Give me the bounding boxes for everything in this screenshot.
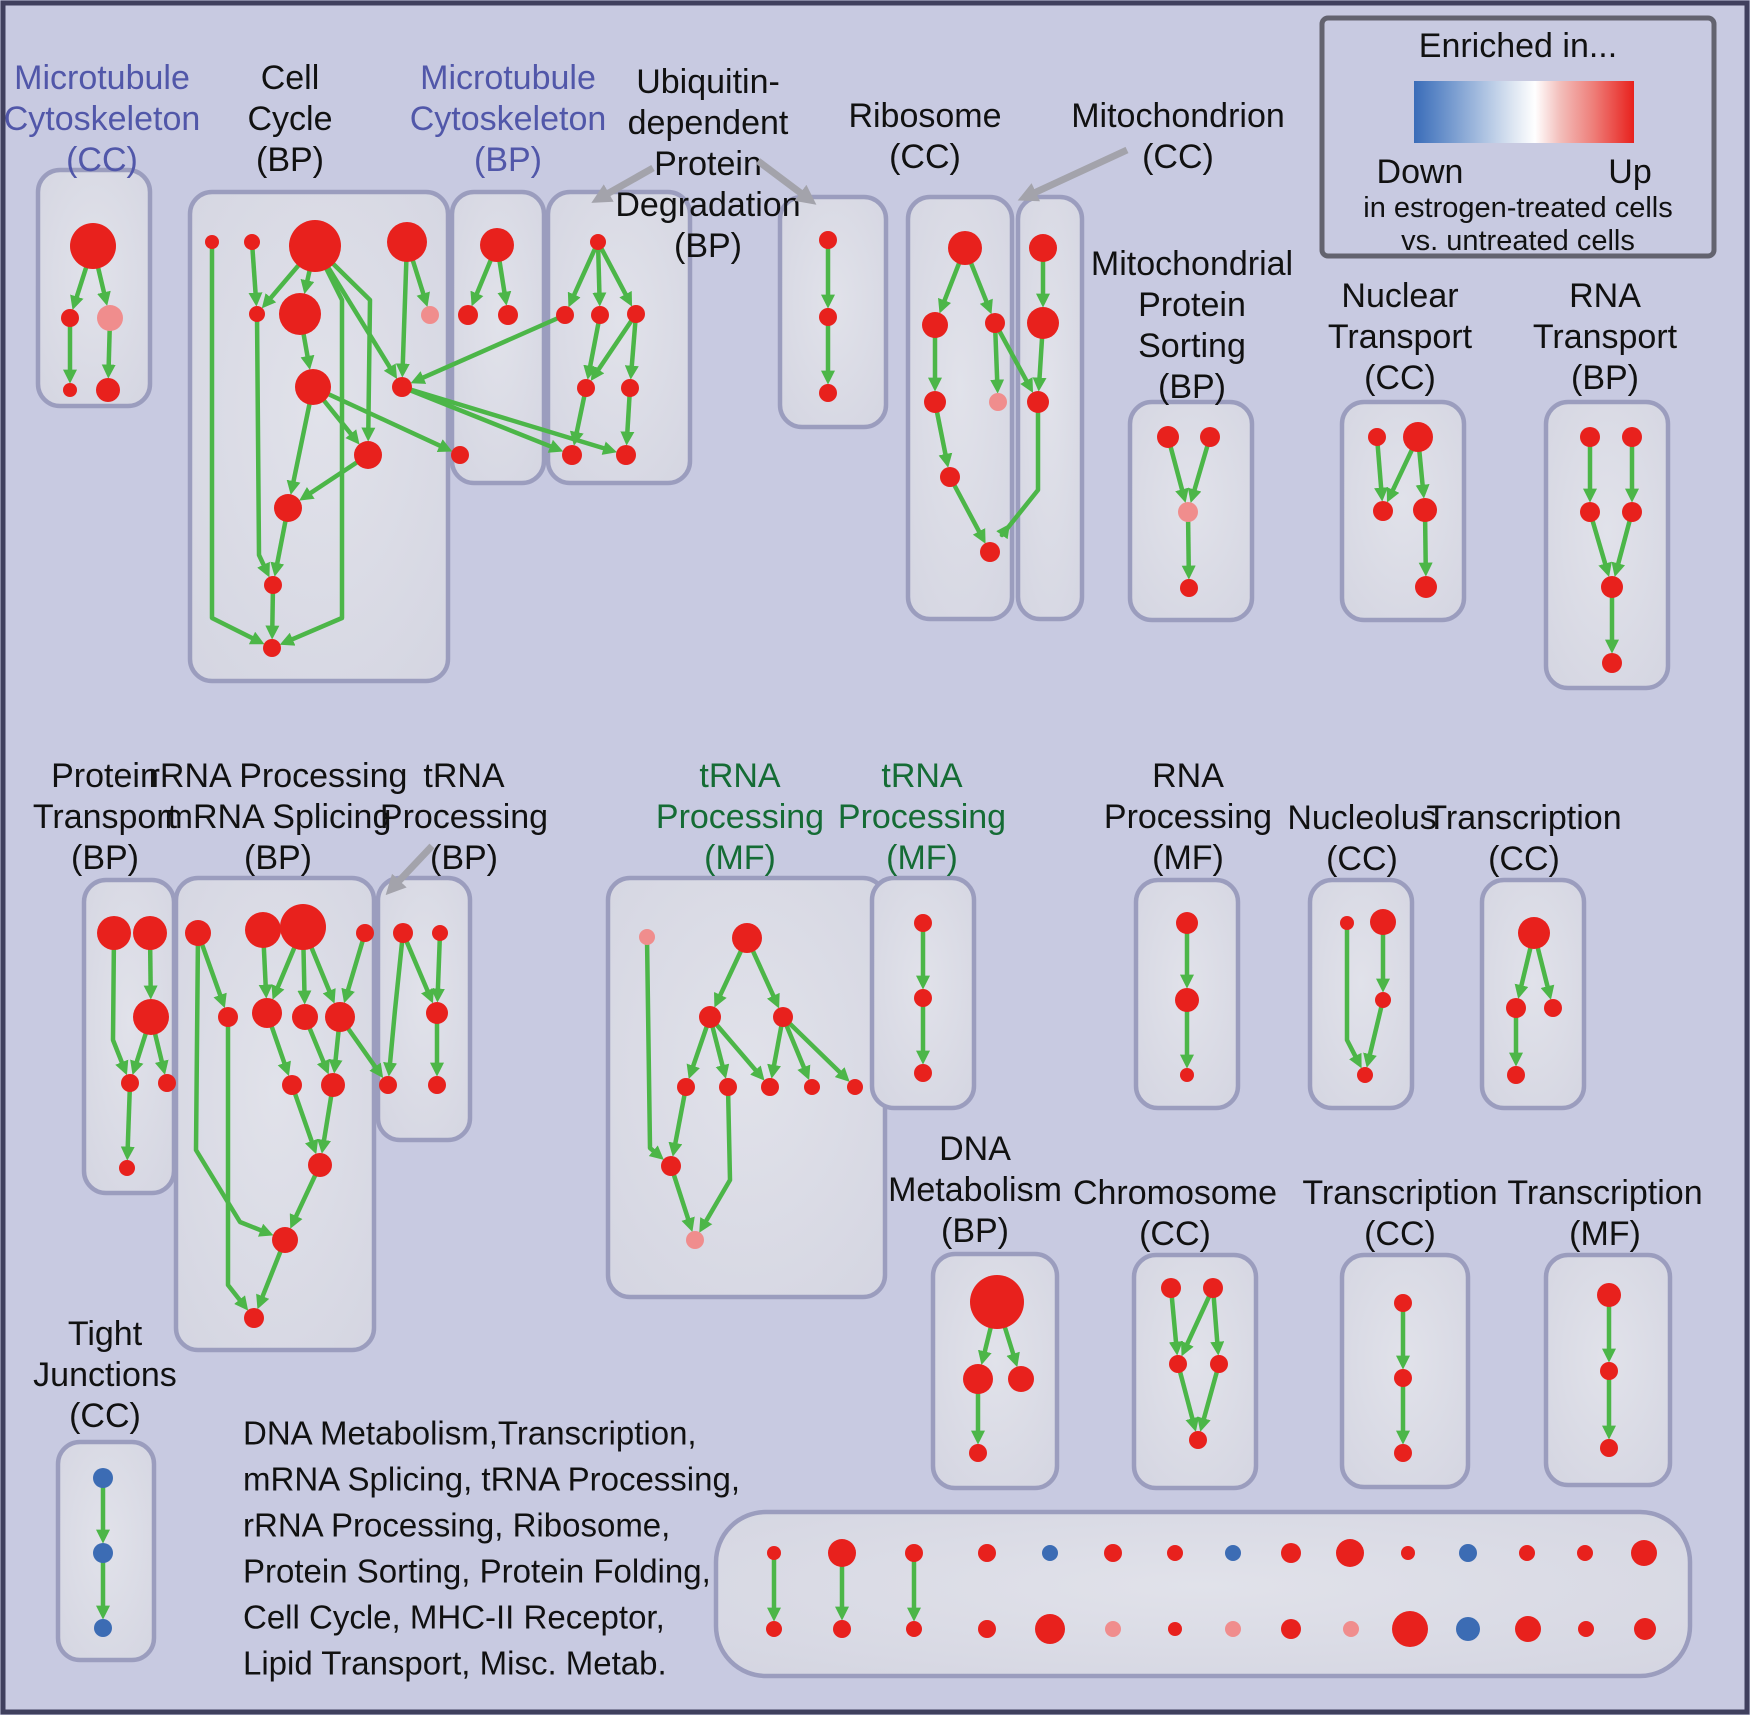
cluster-label-line: dependent [627, 104, 789, 143]
node-G1 [93, 1468, 113, 1488]
cluster-label-line: Ubiquitin- [636, 63, 780, 102]
node-F11b [1392, 1611, 1428, 1647]
node-N2 [1403, 422, 1433, 452]
node-U3 [591, 306, 609, 324]
node-Kf [661, 1156, 681, 1176]
node-Kb [719, 1078, 737, 1096]
node-E3 [1600, 1439, 1618, 1457]
cluster-label-line: Junctions [33, 1356, 177, 1395]
node-B1 [205, 235, 219, 249]
node-F14t [1577, 1545, 1593, 1561]
node-X3 [1180, 1068, 1194, 1082]
node-S1 [185, 920, 211, 946]
cluster-label-line: mRNA Splicing [164, 798, 392, 837]
node-R4 [924, 391, 946, 413]
node-S4 [356, 924, 374, 942]
cluster-label-line: Tight [67, 1315, 143, 1354]
node-B11 [274, 494, 302, 522]
node-F1b [766, 1621, 782, 1637]
node-Y4 [1357, 1067, 1373, 1083]
cluster-label-line: Cytoskeleton [3, 100, 201, 139]
footnote-line: Lipid Transport, Misc. Metab. [243, 1644, 667, 1682]
node-H4 [969, 1444, 987, 1462]
node-F7b [1168, 1622, 1182, 1636]
node-F11t [1401, 1546, 1415, 1560]
cluster-label-line: (CC) [66, 141, 138, 180]
node-Kd [804, 1079, 820, 1095]
node-Y3 [1375, 992, 1391, 1008]
node-S11 [308, 1153, 332, 1177]
cluster-label-line: Ribosome [848, 97, 1002, 136]
node-H3 [1008, 1366, 1034, 1392]
node-G2 [93, 1543, 113, 1563]
node-N4 [1413, 498, 1437, 522]
node-O3 [1027, 391, 1049, 413]
cluster-label-line: Microtubule [420, 59, 596, 98]
node-J1 [1394, 1294, 1412, 1312]
node-F4t [978, 1544, 996, 1562]
cluster-label-line: (CC) [1364, 359, 1436, 398]
node-R1 [948, 231, 982, 265]
node-X1 [1176, 912, 1198, 934]
cluster-label-line: Protein [51, 757, 159, 796]
node-T4 [1622, 502, 1642, 522]
legend-subtitle-2: vs. untreated cells [1401, 225, 1635, 258]
node-P2 [1200, 427, 1220, 447]
node-F14b [1578, 1621, 1594, 1637]
footnote-line: Cell Cycle, MHC-II Receptor, [243, 1598, 665, 1636]
node-W1 [914, 914, 932, 932]
node-F6b [1105, 1621, 1121, 1637]
node-R6 [940, 467, 960, 487]
cluster-label-line: (BP) [244, 839, 312, 878]
node-A4 [63, 383, 77, 397]
node-I1 [1161, 1278, 1181, 1298]
node-E1 [1597, 1283, 1621, 1307]
cluster-label-line: (BP) [1571, 359, 1639, 398]
node-F12b [1456, 1617, 1480, 1641]
node-Ke [847, 1079, 863, 1095]
node-B4 [387, 222, 427, 262]
node-A3 [97, 305, 123, 331]
node-B10 [354, 441, 382, 469]
cluster-label-line: (BP) [1158, 368, 1226, 407]
node-M4 [451, 446, 469, 464]
cluster-label-line: tRNA [881, 757, 963, 796]
cluster-label-line: Chromosome [1072, 1174, 1278, 1213]
cluster-label-line: (CC) [1364, 1215, 1436, 1254]
node-K0 [639, 929, 655, 945]
node-F5t [1042, 1545, 1058, 1561]
node-I5 [1189, 1431, 1207, 1449]
node-E2 [1600, 1362, 1618, 1380]
node-I2 [1203, 1278, 1223, 1298]
node-B3 [289, 220, 341, 272]
footnote-line: mRNA Splicing, tRNA Processing, [243, 1460, 741, 1498]
node-W2 [914, 989, 932, 1007]
node-T2 [1622, 427, 1642, 447]
node-U6 [621, 379, 639, 397]
cluster-label-line: Transport [1532, 318, 1678, 357]
node-B6 [279, 293, 321, 335]
node-V1 [819, 231, 837, 249]
cluster-label-line: (BP) [256, 141, 324, 180]
cluster-box-mt-cc [38, 170, 150, 406]
node-F3t [905, 1544, 923, 1562]
node-Z1 [1518, 917, 1550, 949]
node-T3 [1580, 502, 1600, 522]
node-W3 [914, 1064, 932, 1082]
node-R2 [922, 312, 948, 338]
cluster-label-line: Processing [655, 798, 825, 837]
node-S7 [292, 1004, 318, 1030]
cluster-label-line: (CC) [1142, 138, 1214, 177]
legend-title: Enriched in... [1418, 27, 1618, 66]
node-Q6 [119, 1160, 135, 1176]
node-Q2 [133, 916, 167, 950]
cluster-label-line: Cytoskeleton [409, 100, 607, 139]
cluster-label-line: (CC) [1139, 1215, 1211, 1254]
node-U4 [627, 305, 645, 323]
cluster-label-line: Protein [1138, 286, 1246, 325]
node-Q3 [133, 999, 169, 1035]
node-S12 [272, 1227, 298, 1253]
node-F13t [1519, 1545, 1535, 1561]
node-K1 [732, 923, 762, 953]
cluster-box-transcription-cc-1 [1482, 880, 1584, 1108]
node-M3 [498, 305, 518, 325]
node-U2 [556, 306, 574, 324]
cluster-label-line: (BP) [941, 1212, 1009, 1251]
cluster-box-mitochondrion [1018, 197, 1082, 619]
cluster-label-line: Mitochondrial [1090, 245, 1294, 284]
node-S10 [321, 1073, 345, 1097]
node-F7t [1167, 1545, 1183, 1561]
node-M2 [458, 305, 478, 325]
cluster-label-line: Nuclear [1341, 277, 1459, 316]
node-N1 [1368, 428, 1386, 446]
cluster-label-line: Transcription [1302, 1174, 1498, 1213]
legend-subtitle-1: in estrogen-treated cells [1363, 192, 1673, 225]
cluster-box-rna-transport [1546, 402, 1668, 688]
cluster-box-misc-bottom [716, 1512, 1690, 1676]
cluster-label-line: Mitochondrion [1071, 97, 1285, 136]
cluster-label-line: Nucleolus [1287, 799, 1437, 838]
node-D2 [432, 925, 448, 941]
node-G3 [94, 1619, 112, 1637]
node-A2 [61, 309, 79, 327]
cluster-label-line: (MF) [704, 839, 776, 878]
cluster-box-chromosome [1134, 1255, 1256, 1488]
node-F9b [1281, 1619, 1301, 1639]
node-F3b [906, 1621, 922, 1637]
cluster-label-line: (BP) [474, 141, 542, 180]
node-B9 [392, 377, 412, 397]
node-R3 [985, 313, 1005, 333]
node-F9t [1281, 1543, 1301, 1563]
cluster-label-line: (BP) [674, 227, 742, 266]
node-A1 [70, 223, 116, 269]
node-S2 [245, 912, 281, 948]
node-Ka [677, 1078, 695, 1096]
node-Q5 [158, 1074, 176, 1092]
node-Y2 [1370, 909, 1396, 935]
node-F1t [767, 1546, 781, 1560]
node-B8 [295, 369, 331, 405]
cluster-label-line: Transport [1327, 318, 1473, 357]
cluster-label-line: (BP) [430, 839, 498, 878]
node-F12t [1459, 1544, 1477, 1562]
node-Z4 [1507, 1066, 1525, 1084]
cluster-label-line: Cycle [247, 100, 333, 139]
node-F8t [1225, 1545, 1241, 1561]
node-Q1 [97, 916, 131, 950]
cluster-label-line: RNA [1569, 277, 1641, 316]
node-F15b [1634, 1618, 1656, 1640]
cluster-label-line: Microtubule [14, 59, 190, 98]
node-S9 [282, 1075, 302, 1095]
footnote-line: DNA Metabolism,Transcription, [243, 1414, 697, 1452]
cluster-label-line: (CC) [69, 1397, 141, 1436]
node-F2t [828, 1539, 856, 1567]
node-B7 [421, 306, 439, 324]
node-Y1 [1340, 916, 1354, 930]
node-J2 [1394, 1369, 1412, 1387]
node-D1 [393, 923, 413, 943]
node-KL [699, 1006, 721, 1028]
node-R7 [980, 542, 1000, 562]
cluster-label-line: rRNA Processing [148, 757, 408, 796]
cluster-label-line: tRNA [699, 757, 781, 796]
node-Kg [686, 1231, 704, 1249]
node-F4b [978, 1620, 996, 1638]
cluster-label-line: (CC) [1488, 840, 1560, 879]
node-F15t [1631, 1540, 1657, 1566]
cluster-label-line: Transcription [1426, 799, 1622, 838]
node-S6 [252, 998, 282, 1028]
node-U1 [590, 234, 606, 250]
node-D4 [379, 1076, 397, 1094]
cluster-label-line: Sorting [1138, 327, 1246, 366]
edge-D2-D3 [438, 933, 440, 990]
node-I4 [1210, 1355, 1228, 1373]
cluster-label-line: (BP) [71, 839, 139, 878]
footnote-line: rRNA Processing, Ribosome, [243, 1506, 671, 1544]
node-R5 [989, 393, 1007, 411]
node-S3 [280, 904, 326, 950]
cluster-label-line: Degradation [615, 186, 801, 225]
cluster-label-line: tRNA [423, 757, 505, 796]
node-U5 [577, 379, 595, 397]
node-F6t [1104, 1544, 1122, 1562]
node-S5 [218, 1007, 238, 1027]
cluster-label-line: Protein [654, 145, 762, 184]
node-I3 [1169, 1355, 1187, 1373]
node-S8 [325, 1002, 355, 1032]
node-T5 [1601, 576, 1623, 598]
node-F8b [1225, 1621, 1241, 1637]
node-F5b [1035, 1614, 1065, 1644]
cluster-label-line: (MF) [1152, 839, 1224, 878]
node-S13 [244, 1308, 264, 1328]
node-B13 [263, 639, 281, 657]
node-T6 [1602, 653, 1622, 673]
node-P3 [1178, 502, 1198, 522]
cluster-label-line: Processing [837, 798, 1007, 837]
node-B12 [264, 576, 282, 594]
node-A5 [96, 378, 120, 402]
cluster-label-line: Processing [1103, 798, 1273, 837]
edge-Q4-Q6 [128, 1083, 130, 1148]
node-V2 [819, 308, 837, 326]
cluster-label-line: (MF) [886, 839, 958, 878]
node-F10t [1336, 1539, 1364, 1567]
node-KR [773, 1007, 793, 1027]
node-D3 [426, 1002, 448, 1024]
node-T1 [1580, 427, 1600, 447]
node-P1 [1157, 426, 1179, 448]
cluster-label-line: Transport [32, 798, 178, 837]
node-U7 [562, 445, 582, 465]
node-Q4 [121, 1074, 139, 1092]
cluster-label-line: RNA [1152, 757, 1224, 796]
cluster-label-line: Transcription [1507, 1174, 1703, 1213]
node-J3 [1394, 1444, 1412, 1462]
node-B5 [249, 306, 265, 322]
node-O1 [1029, 234, 1057, 262]
node-D5 [428, 1076, 446, 1094]
legend-up-label: Up [1608, 153, 1652, 192]
cluster-label-line: Processing [379, 798, 549, 837]
cluster-label-line: (MF) [1569, 1215, 1641, 1254]
node-N3 [1373, 501, 1393, 521]
cluster-label-line: (CC) [1326, 840, 1398, 879]
node-U8 [616, 445, 636, 465]
cluster-label-line: Metabolism [888, 1171, 1062, 1210]
node-V3 [819, 384, 837, 402]
cluster-box-nuclear-transport [1342, 402, 1464, 620]
cluster-label-line: (CC) [889, 138, 961, 177]
node-H1 [970, 1275, 1024, 1329]
node-H2 [963, 1364, 993, 1394]
node-Kc [761, 1078, 779, 1096]
footnote-line: Protein Sorting, Protein Folding, [243, 1552, 711, 1590]
node-Z2 [1506, 998, 1526, 1018]
node-F10b [1343, 1621, 1359, 1637]
node-X2 [1175, 988, 1199, 1012]
cluster-box-trna-bp [378, 878, 470, 1140]
node-P4 [1180, 579, 1198, 597]
cluster-label-line: DNA [939, 1130, 1011, 1169]
cluster-label-line: Cell [260, 59, 320, 98]
node-F13b [1515, 1616, 1541, 1642]
legend-gradient-bar [1414, 81, 1634, 143]
node-F2b [833, 1620, 851, 1638]
node-M1 [480, 228, 514, 262]
node-Z3 [1544, 999, 1562, 1017]
legend-down-label: Down [1376, 153, 1464, 192]
node-B2 [244, 234, 260, 250]
node-O2 [1027, 307, 1059, 339]
node-N5 [1415, 576, 1437, 598]
